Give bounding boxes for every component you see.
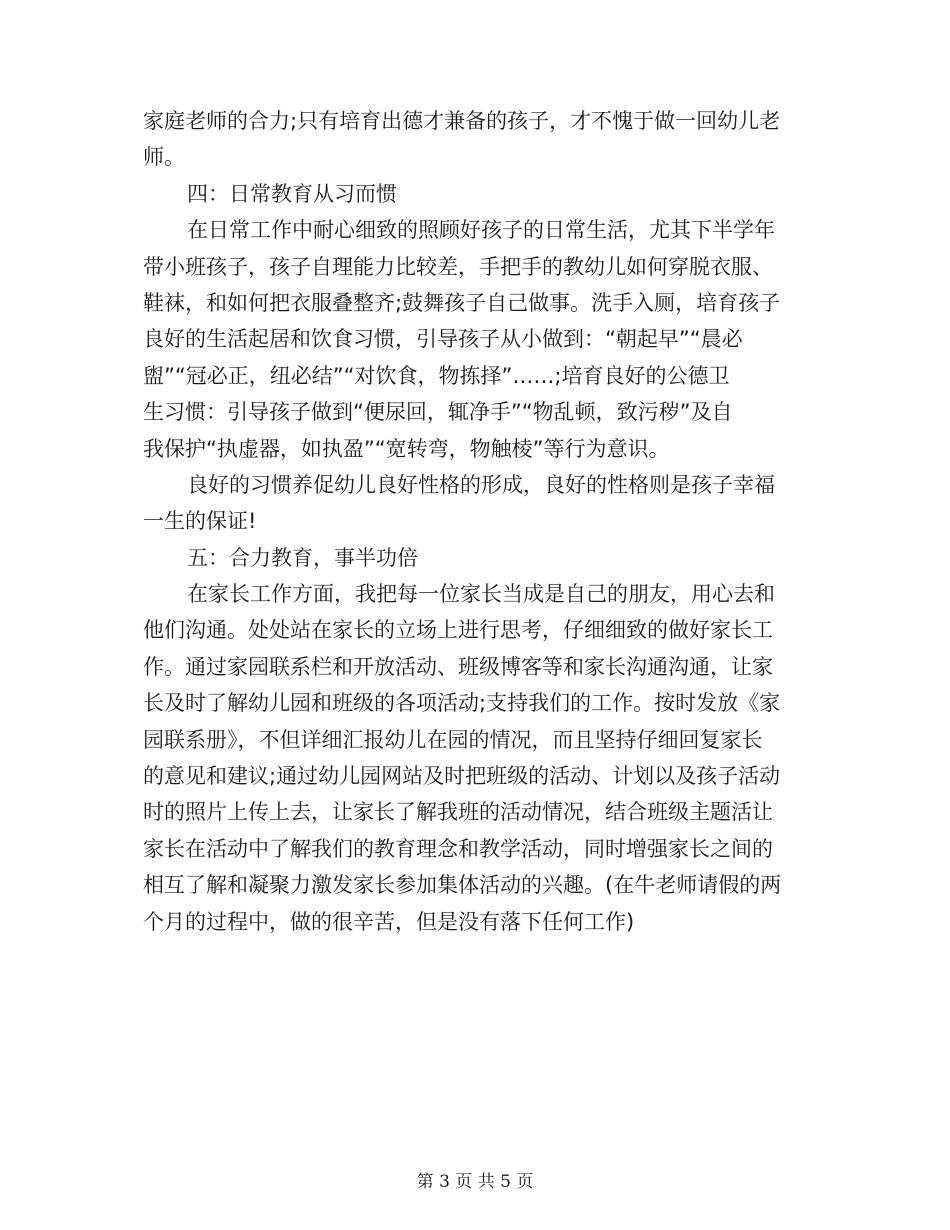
text-line: 长及时了解幼儿园和班级的各项活动;支持我们的工作。按时发放《家 [143,691,781,716]
section-heading: 五：合力教育，事半功倍 [187,545,418,570]
text-line: 时的照片上传上去，让家长了解我班的活动情况，结合班级主题活让 [143,800,773,825]
text-line: 良好的习惯养促幼儿良好性格的形成，良好的性格则是孩子幸福 [187,472,775,497]
text-line: 盥”“冠必正，纽必结”“对饮食，物拣择”……;培育良好的公德卫 [143,363,730,388]
text-line: 良好的生活起居和饮食习惯，引导孩子从小做到：“朝起早”“晨必 [143,327,743,352]
section-heading: 四：日常教育从习而惯 [187,181,397,206]
text-line: 在日常工作中耐心细致的照顾好孩子的日常生活，尤其下半学年 [187,218,775,243]
text-line: 的意见和建议;通过幼儿园网站及时把班级的活动、计划以及孩子活动 [143,764,781,789]
text-line: 家长在活动中了解我们的教育理念和教学活动，同时增强家长之间的 [143,836,773,861]
body-text [143,103,807,940]
text-line: 一生的保证! [143,509,257,534]
text-line: 我保护“执虚器，如执盈”“宽转弯，物触棱”等行为意识。 [143,436,670,461]
text-line: 在家长工作方面，我把每一位家长当成是自己的朋友，用心去和 [187,582,775,607]
text-line: 鞋袜，和如何把衣服叠整齐;鼓舞孩子自己做事。洗手入厕，培育孩子 [143,290,781,315]
text-line: 师。 [143,145,185,170]
text-line: 相互了解和凝聚力激发家长参加集体活动的兴趣。(在牛老师请假的两 [143,873,782,898]
text-line: 他们沟通。处处站在家长的立场上进行思考，仔细细致的做好家长工 [143,618,773,643]
text-line: 园联系册》，不但详细汇报幼儿在园的情况，而且坚持仔细回复家长 [143,727,763,752]
text-line: 家庭老师的合力;只有培育出德才兼备的孩子，才不愧于做一回幼儿老 [143,109,781,133]
text-line: 带小班孩子，孩子自理能力比较差，手把手的教幼儿如何穿脱衣服、 [143,254,773,279]
page-number: 第 3 页 共 5 页 [416,1172,534,1192]
text-line: 个月的过程中，做的很辛苦，但是没有落下任何工作) [143,909,635,934]
text-line: 作。通过家园联系栏和开放活动、班级博客等和家长沟通沟通，让家 [143,654,773,679]
text-line: 生习惯：引导孩子做到“便尿回，辄净手”“物乱顿，致污秽”及自 [143,400,733,425]
